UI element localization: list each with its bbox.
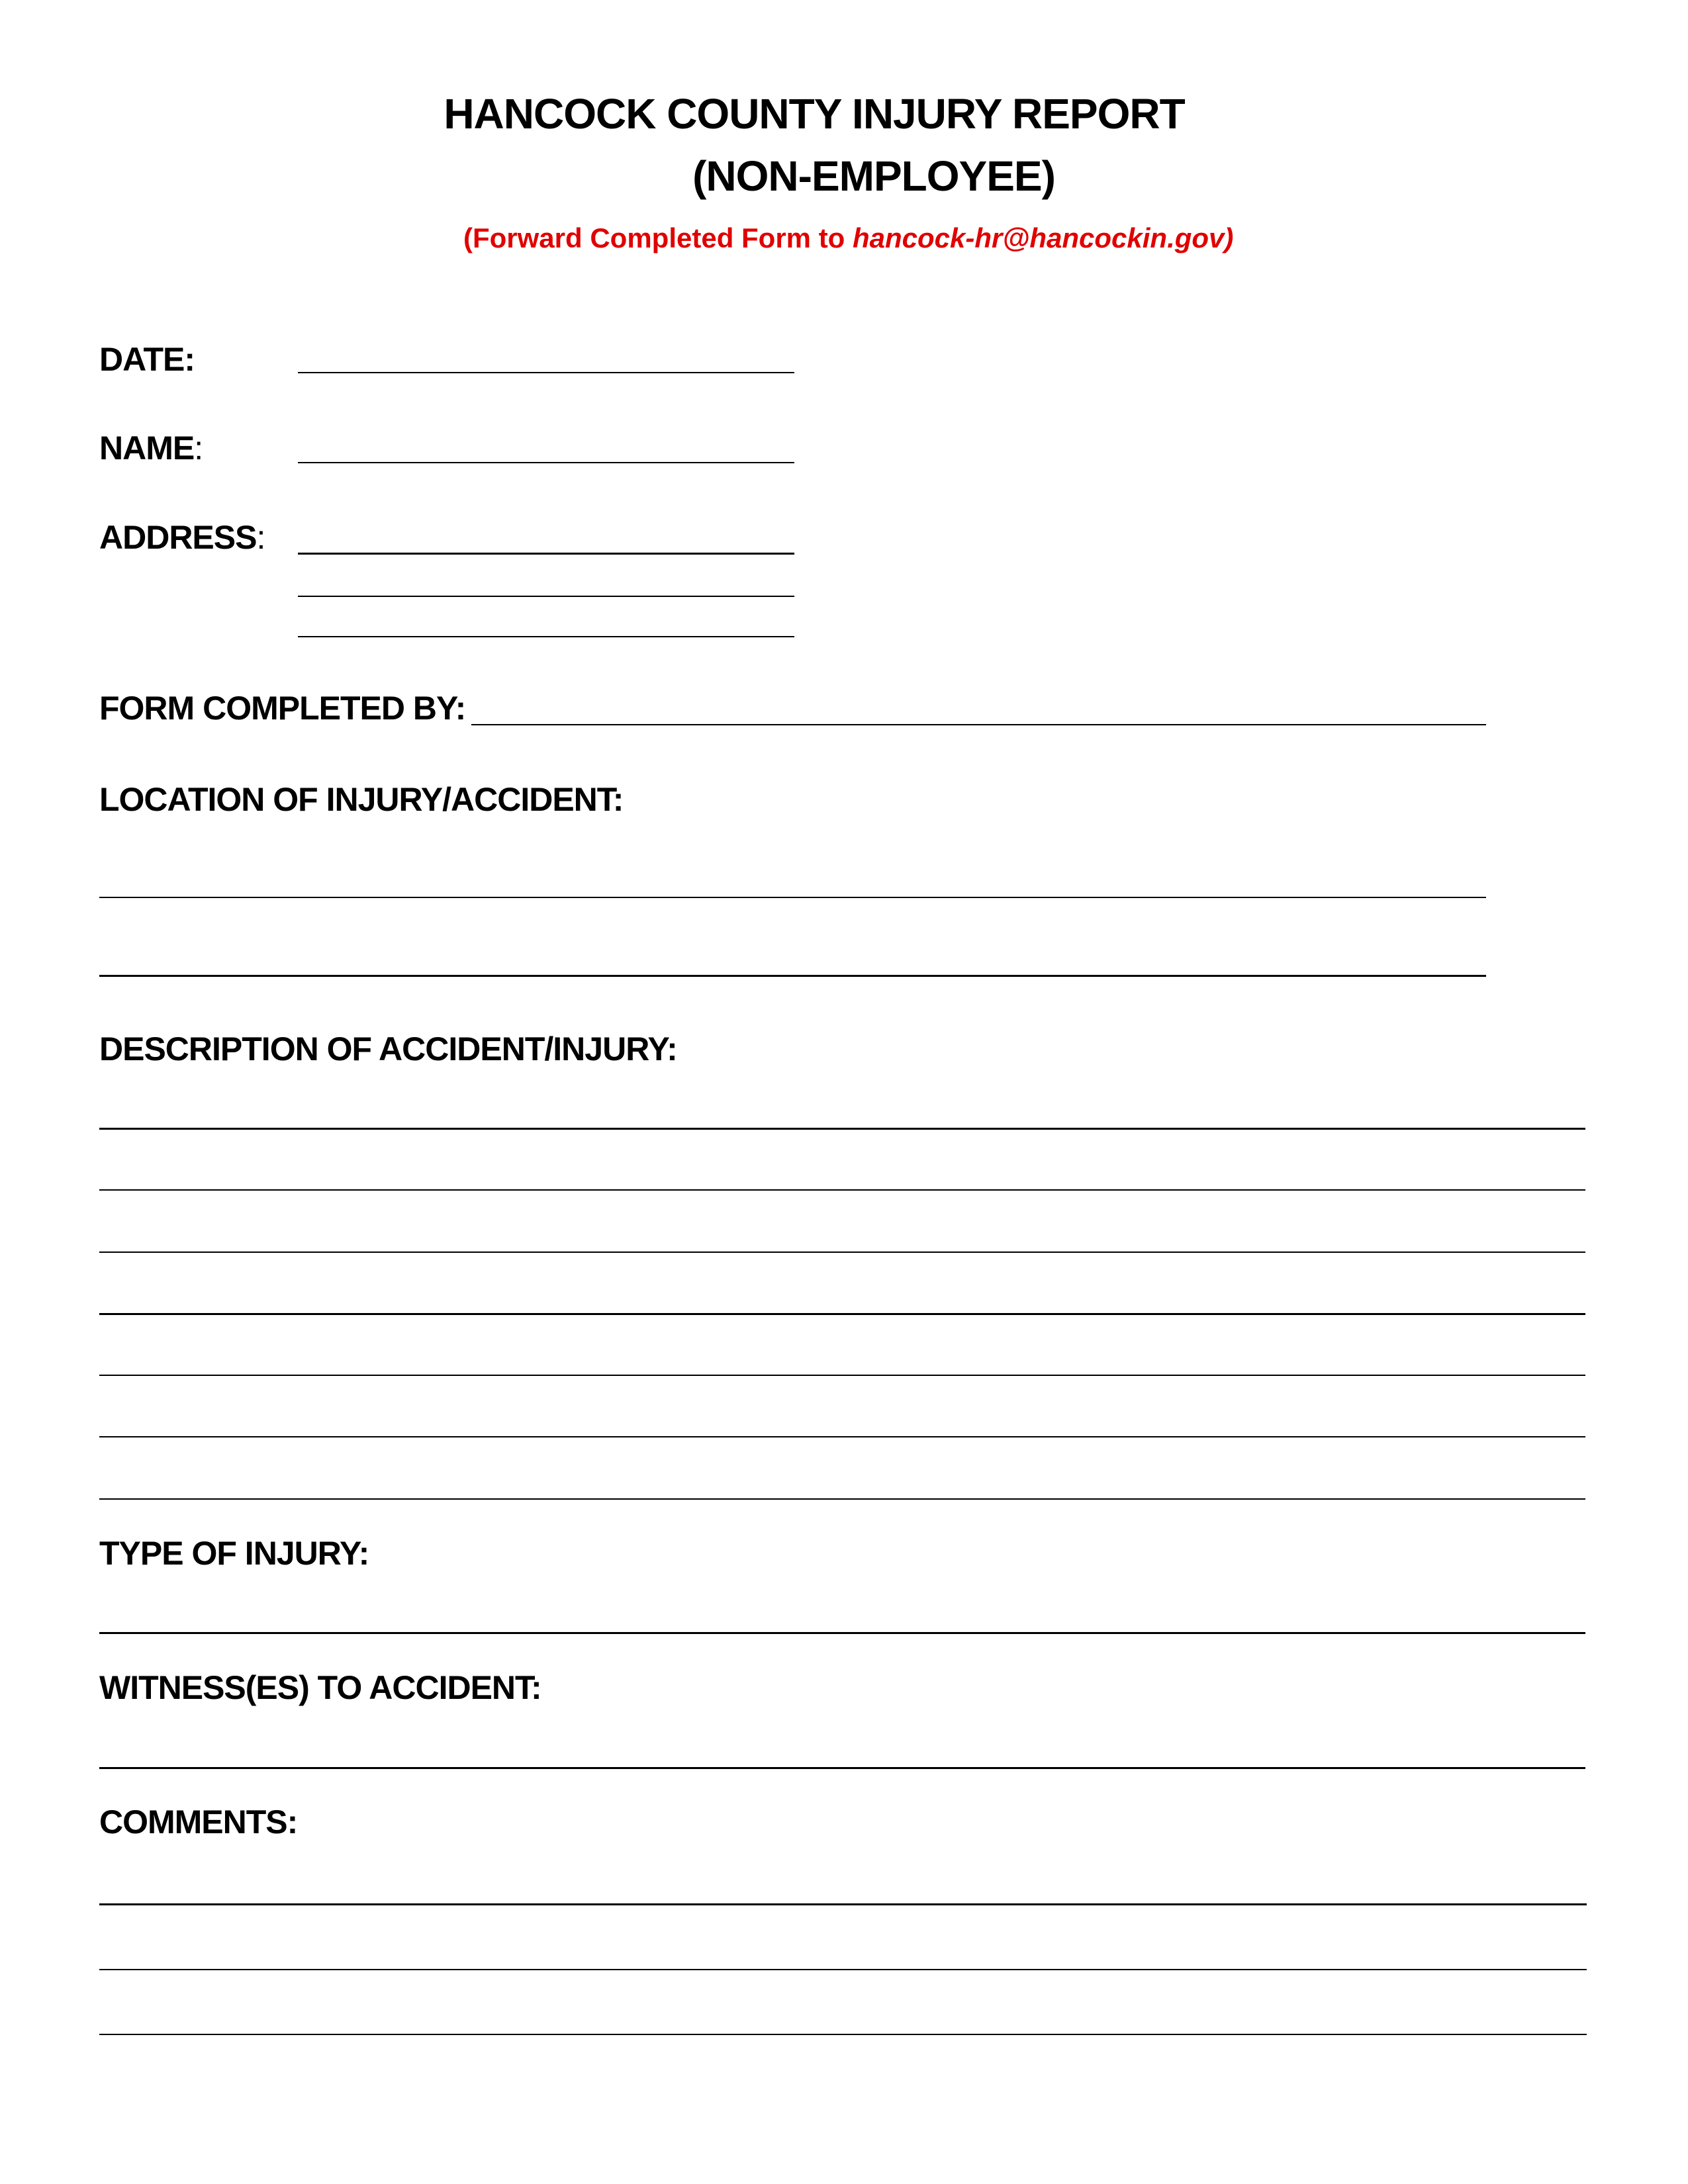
address-field-line-1[interactable] (298, 553, 794, 555)
name-label-colon: : (194, 430, 203, 467)
address-field-line-2[interactable] (298, 596, 794, 597)
address-label-text: ADDRESS (99, 519, 257, 556)
date-label: DATE: (99, 341, 195, 378)
comments-field-line-3[interactable] (99, 2034, 1587, 2035)
form-completed-by-label: FORM COMPLETED BY: (99, 690, 466, 727)
forward-instruction (463, 222, 1233, 254)
type-of-injury-label: TYPE OF INJURY: (99, 1535, 369, 1572)
address-label (99, 521, 265, 554)
address-field-line-3[interactable] (298, 636, 794, 637)
forward-prefix: (Forward Completed Form to (463, 222, 853, 253)
description-field-line-2[interactable] (99, 1189, 1585, 1191)
description-field-line-6[interactable] (99, 1436, 1585, 1437)
location-field-line-2[interactable] (99, 975, 1486, 977)
forward-email: hancock-hr@hancockin.gov) (853, 222, 1234, 253)
witnesses-field-line[interactable] (99, 1767, 1585, 1769)
form-title: HANCOCK COUNTY INJURY REPORT (444, 90, 1185, 138)
location-field-line-1[interactable] (99, 897, 1486, 898)
address-label-colon: : (256, 519, 265, 556)
description-field-line-4[interactable] (99, 1313, 1585, 1315)
name-field-line[interactable] (298, 462, 794, 463)
description-label: DESCRIPTION OF ACCIDENT/INJURY: (99, 1030, 677, 1068)
comments-label: COMMENTS: (99, 1803, 298, 1841)
type-of-injury-field-line[interactable] (99, 1632, 1585, 1634)
form-completed-by-field-line[interactable] (471, 724, 1486, 725)
description-field-line-1[interactable] (99, 1128, 1585, 1130)
comments-field-line-1[interactable] (99, 1903, 1587, 1905)
description-field-line-3[interactable] (99, 1251, 1585, 1253)
date-field-line[interactable] (298, 372, 794, 373)
name-label (99, 432, 203, 465)
description-field-line-7[interactable] (99, 1498, 1585, 1500)
name-label-text: NAME (99, 430, 195, 467)
description-field-line-5[interactable] (99, 1375, 1585, 1376)
form-subtitle: (NON-EMPLOYEE) (692, 152, 1055, 200)
comments-field-line-2[interactable] (99, 1969, 1587, 1970)
witnesses-label: WITNESS(ES) TO ACCIDENT: (99, 1669, 541, 1706)
location-label: LOCATION OF INJURY/ACCIDENT: (99, 781, 624, 818)
